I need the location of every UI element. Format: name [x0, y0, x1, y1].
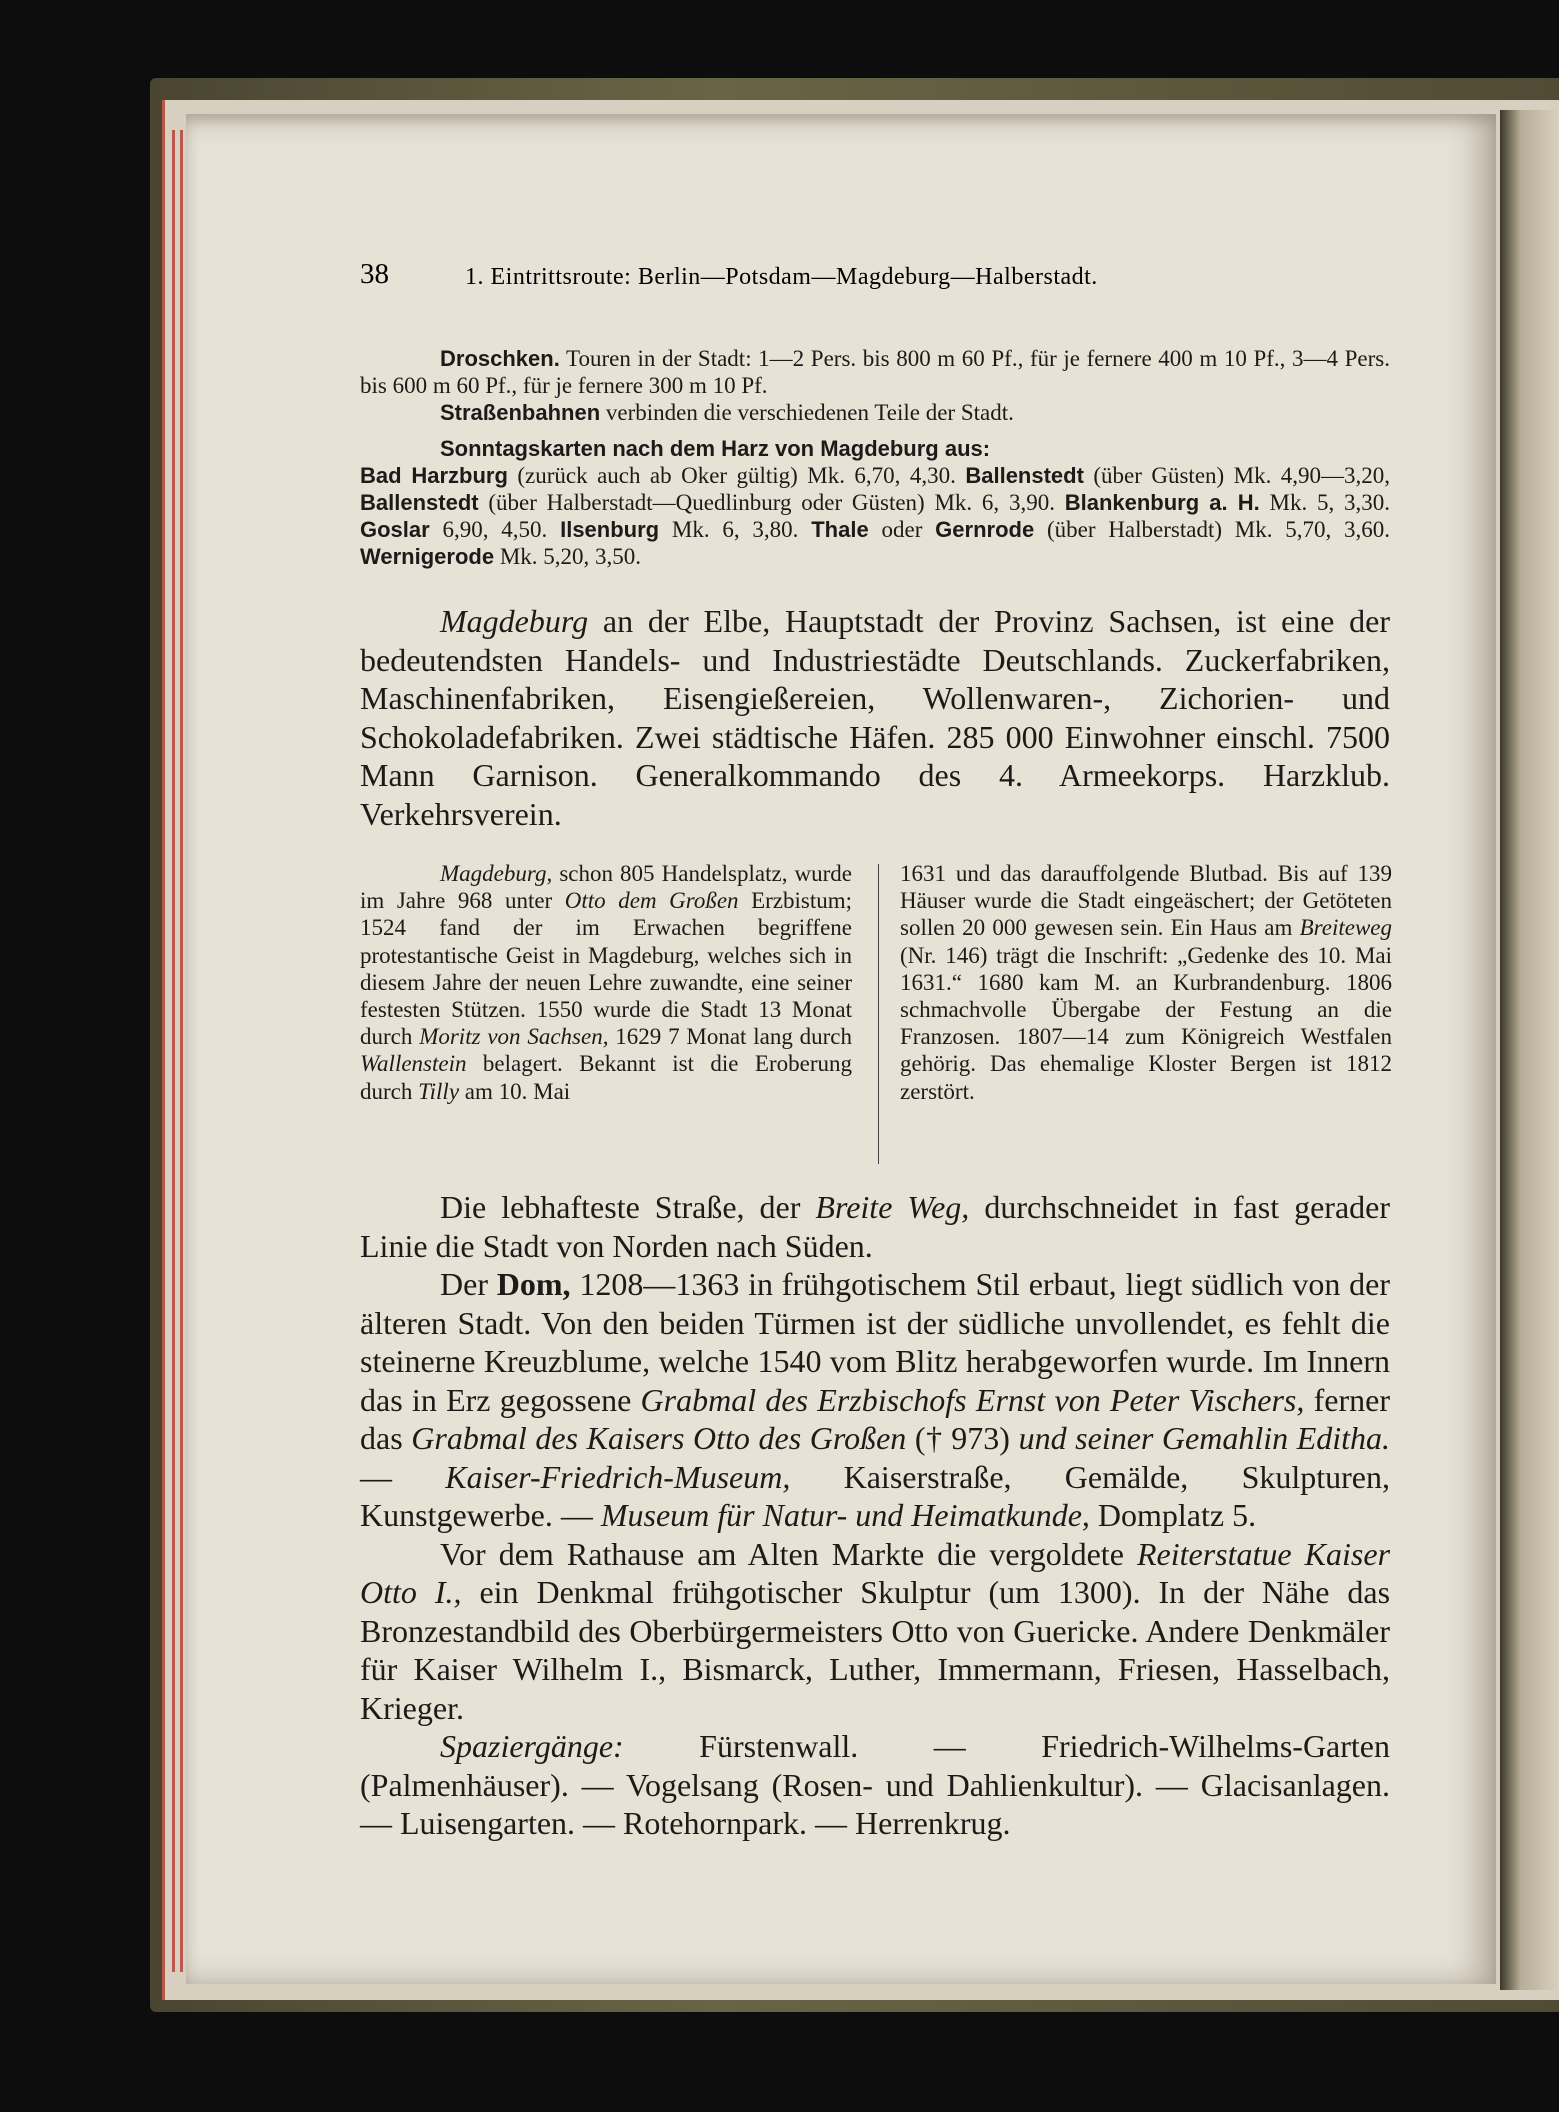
dom-text-6: Domplatz 5. — [1097, 1497, 1257, 1533]
dom-dash: — — [360, 1458, 392, 1495]
rathaus-paragraph — [360, 1535, 1390, 1728]
intro-city: Magdeburg — [440, 603, 589, 639]
rathaus-text-2: ein Denkmal frühgotischer Skulptur (um 1300). In der Nähe das Bronzestandbild des Oberbürgermeisters Otto von Guericke. Andere Denkmäler für Kaiser Wilhelm I., Bismarck, Luther, Immermann, Friesen, Hasselbach, Krieger. — [360, 1574, 1391, 1726]
dom-text-2: 1208—1363 in frühgotischem Stil erbaut, liegt südlich von der älteren Stadt. Von den beiden Türmen ist der südliche unvollendet, es fehlt die steinerne Kreuzblume, welche 1540 vom Blitz herabgeworfen wurde. Im Innern das in Erz gegossene — [360, 1266, 1391, 1418]
dom-museum-natur: Museum für Natur- und Heimatkunde, — [600, 1497, 1090, 1533]
transport-info — [360, 345, 1390, 426]
strassenbahnen-text: verbinden die verschiedenen Teile der Stadt. — [605, 400, 1014, 425]
page-edge-line — [180, 130, 183, 1972]
dom-gemahlin: und seiner Gemahlin Editha. — [1018, 1420, 1391, 1456]
page-number: 38 — [360, 258, 389, 290]
history-text-3: 1629 7 Monat lang durch — [615, 1024, 853, 1050]
blankenburg-text: Mk. 5, 3,30. — [1269, 490, 1391, 515]
history-right-text-2: (Nr. 146) trägt die Inschrift: „Gedenke des 10. Mai 1631.“ 1680 kam M. an Kurbrandenburg. 1806 schmachvolle Übergabe der Festung an die Franzosen. 1807—14 zum Königreich Westfalen gehörig. Das ehemalige Kloster Bergen ist 1812 zerstört. — [900, 942, 1392, 1104]
history-text-1: schon 805 Handelsplatz, wurde im Jahre 968 unter — [360, 861, 853, 914]
ballenstedt-label: Ballenstedt — [965, 463, 1084, 488]
history-otto: Otto dem Großen — [564, 888, 739, 914]
thale-text: (über Halberstadt) Mk. 5,70, 3,60. — [1047, 517, 1391, 542]
dom-grabmal-kaiser: Grabmal des Kaisers Otto des Großen — [411, 1420, 907, 1456]
history-breiteweg: Breiteweg — [1299, 915, 1392, 941]
droschken-label: Droschken. — [440, 346, 560, 371]
intro-text: an der Elbe, Hauptstadt der Provinz Sachsen, ist eine der bedeutendsten Handels- und Industriestädte Deutschlands. Zuckerfabriken, Maschinenfabriken, Eisengießereien, Wollenwaren-, Zichorien- und Schokoladefabriken. Zwei städtische Häfen. 285 000 Einwohner einschl. 7500 Mann Garnison. Generalkommando des 4. Armeekorps. Harzklub. Verkehrsverein. — [360, 603, 1391, 832]
blankenburg-label: Blankenburg a. H. — [1064, 490, 1260, 515]
history-right-text-1: 1631 und das darauffolgende Blutbad. Bis auf 139 Häuser wurde die Stadt eingeäschert; der Getöteten sollen 20 000 gewesen sein. Ein Haus am — [900, 861, 1392, 941]
lower-text — [360, 1188, 1390, 1843]
strassenbahnen-paragraph — [360, 399, 1390, 426]
page-header — [360, 258, 1390, 298]
ballenstedt-2-label: Ballenstedt — [360, 490, 479, 515]
facing-page-edge — [1500, 110, 1559, 1990]
history-wallenstein: Wallenstein — [360, 1051, 467, 1077]
dom-text-3: ferner das — [360, 1381, 1390, 1456]
ilsenburg-text: Mk. 6, 3,80. — [671, 517, 799, 542]
breite-weg-name: Breite Weg, — [815, 1189, 970, 1225]
history-text-4: belagert. Bekannt ist die Eroberung durch — [360, 1051, 853, 1104]
spaziergaenge-text: Fürstenwall. — Friedrich-Wilhelms-Garten (Palmenhäuser). — Vogelsang (Rosen- und Dahlienkultur). — Glacisanlagen. — Luisengarten. — Rotehornpark. — Herrenkrug. — [360, 1728, 1391, 1841]
ilsenburg-label: Ilsenburg — [560, 517, 660, 542]
wernigerode-text: Mk. 5,20, 3,50. — [499, 544, 642, 569]
dom-text-1: Der — [440, 1266, 488, 1302]
intro-paragraph — [360, 602, 1390, 833]
rathaus-text-1: Vor dem Rathause am Alten Markte die vergoldete — [440, 1535, 1124, 1572]
thale-label: Thale — [811, 517, 869, 542]
sonntagskarten-heading-line — [360, 435, 1390, 462]
spaziergaenge-label: Spaziergänge: — [440, 1728, 624, 1764]
history-left-column — [360, 860, 852, 1105]
dom-paragraph — [360, 1265, 1390, 1535]
strassenbahnen-label: Straßenbahnen — [440, 400, 601, 425]
breite-weg-paragraph — [360, 1188, 1390, 1265]
thale-oder: oder — [881, 517, 923, 542]
dom-museum: Kaiser-Friedrich-Museum, — [445, 1458, 791, 1495]
droschken-text: Touren in der Stadt: 1—2 Pers. bis 800 m 60 Pf., für je fernere 400 m 10 Pf., 3—4 Pers. bis 600 m 60 Pf., für je fernere 300 m 10 Pf. — [360, 346, 1390, 398]
breite-weg-text-2: durchschneidet in fast gerader Linie die Stadt von Norden nach Süden. — [360, 1189, 1391, 1264]
wernigerode-label: Wernigerode — [360, 544, 495, 569]
sonntagskarten-list — [360, 462, 1390, 570]
column-divider — [878, 864, 879, 1164]
history-right-column — [900, 860, 1392, 1105]
running-head: 1. Eintrittsroute: Berlin—Potsdam—Magdeburg—Halberstadt. — [465, 264, 1098, 290]
history-city: Magdeburg, — [440, 861, 553, 886]
goslar-label: Goslar — [360, 517, 430, 542]
page-edge-line — [172, 130, 175, 1972]
gernrode-label: Gernrode — [935, 517, 1035, 542]
bad-harzburg-label: Bad Harzburg — [360, 463, 508, 488]
spaziergaenge-paragraph — [360, 1727, 1390, 1843]
history-text-2: Erzbistum; 1524 fand der im Erwachen begriffene protestantische Geist in Magdeburg, welches sich in diesem Jahre der neuen Lehre zuwandte, eine seiner festesten Stützen. 1550 wurde die Stadt 13 Monat durch — [360, 888, 853, 1050]
history-columns — [360, 860, 1390, 1170]
sonntagskarten-heading: Sonntagskarten nach dem Harz von Magdeburg aus: — [440, 436, 991, 461]
ballenstedt-2-text: (über Halberstadt—Quedlinburg oder Güsten) Mk. 6, 3,90. — [488, 490, 1055, 515]
history-tilly: Tilly — [418, 1078, 460, 1104]
history-text-5: am 10. Mai — [464, 1078, 571, 1104]
breite-weg-text-1: Die lebhafteste Straße, der — [440, 1189, 801, 1225]
dom-text-5: Kaiserstraße, Gemälde, Skulpturen, Kunstgewerbe. — — [360, 1458, 1390, 1533]
dom-name: Dom, — [496, 1266, 571, 1302]
history-moritz: Moritz von Sachsen, — [419, 1024, 609, 1050]
dom-grabmal-erzbischof: Grabmal des Erzbischofs Ernst von Peter Vischers, — [640, 1381, 1305, 1418]
dom-text-4: († 973) — [914, 1420, 1010, 1456]
bad-harzburg-text: (zurück auch ab Oker gültig) Mk. 6,70, 4,30. — [517, 463, 956, 488]
droschken-paragraph — [360, 345, 1390, 399]
sonntagskarten-block — [360, 435, 1390, 570]
ballenstedt-text: (über Güsten) Mk. 4,90—3,20, — [1093, 463, 1391, 488]
goslar-text: 6,90, 4,50. — [442, 517, 548, 542]
rathaus-reiterstatue: Reiterstatue Kaiser Otto I., — [360, 1535, 1391, 1610]
